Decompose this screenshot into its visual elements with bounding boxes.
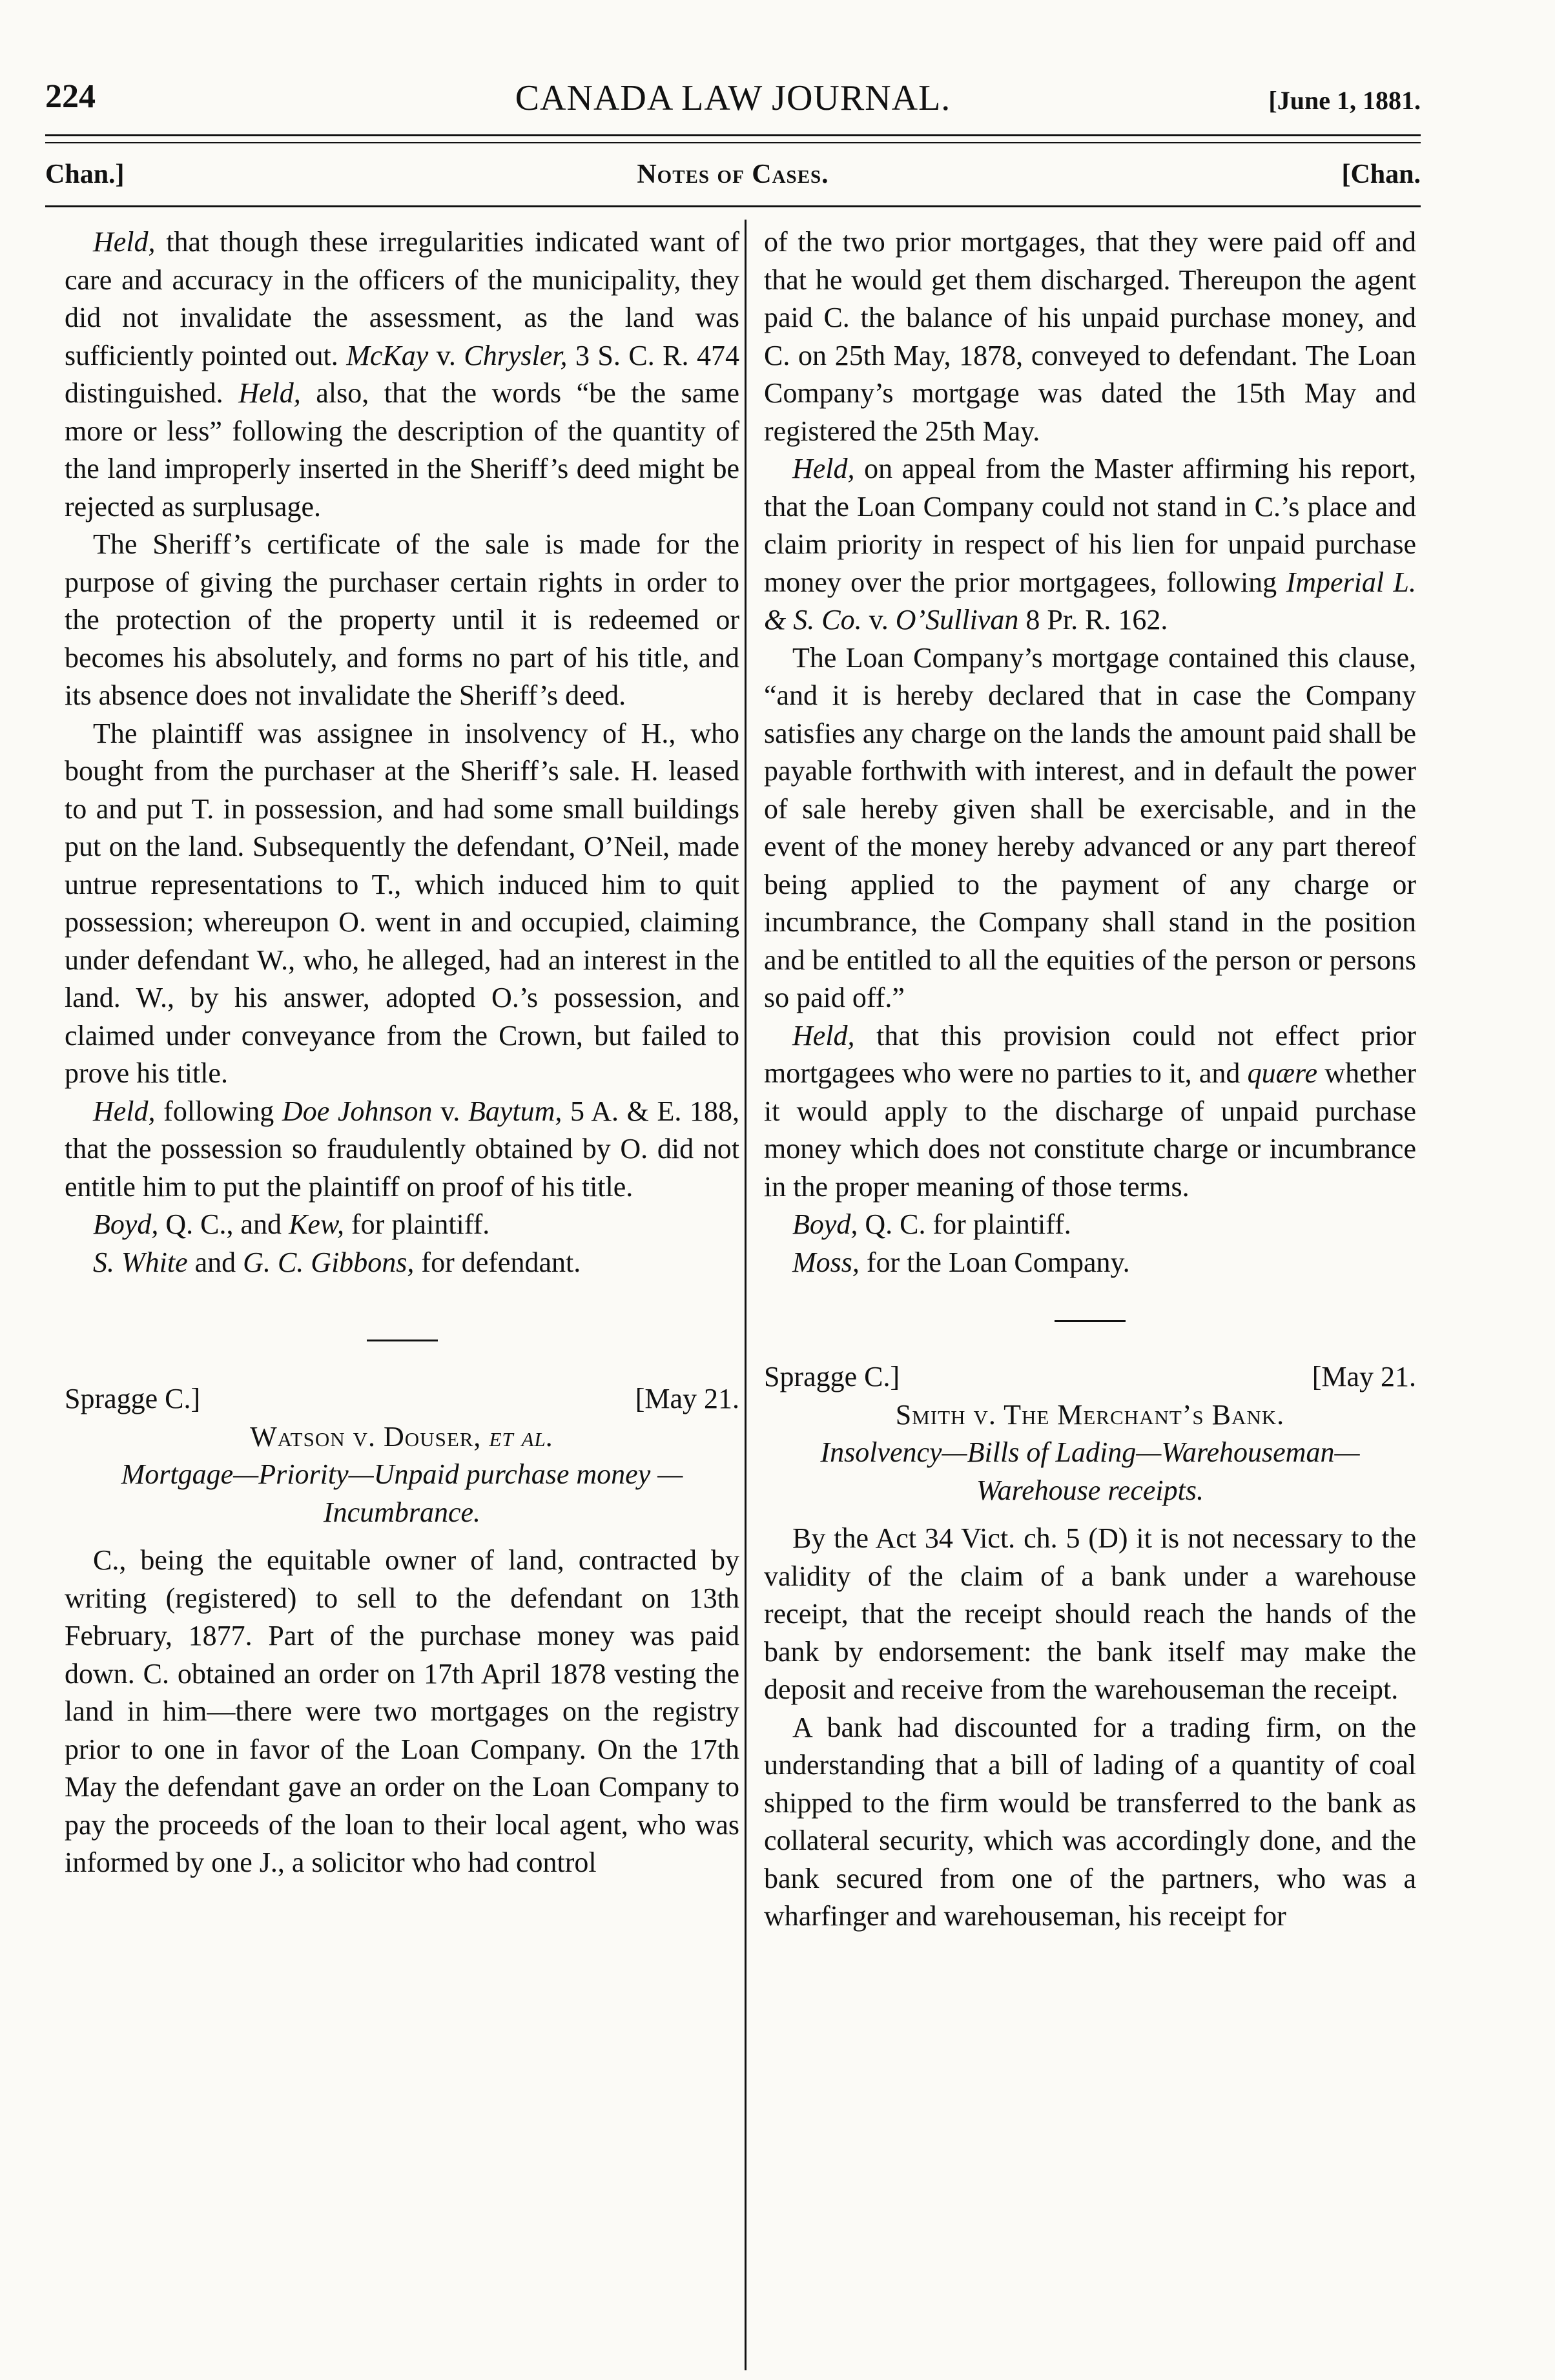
running-header xyxy=(45,78,1421,123)
counsel-line: Boyd, Q. C., and Kew, for plaintiff. xyxy=(93,1208,490,1240)
section-header xyxy=(45,159,1421,198)
judge: Spragge C.] xyxy=(65,1383,201,1414)
held-paragraph: Held, following Doe Johnson v. Baytum, 5 A. & E. 188, that the possession so fraudulently obtained by O. did not entitle him to put the plaintiff on proof of his title. xyxy=(65,1095,739,1203)
counsel-line: Moss, for the Loan Company. xyxy=(792,1246,1130,1278)
case-body: A bank had discounted for a trading firm, on the understanding that a bill of lading of a quantity of coal shipped to the firm would be transferred to the bank as collateral security, which was accordingly done, and the bank secured from one of the partners, who was a wharfinger and warehouseman, his receipt for xyxy=(764,1711,1416,1932)
case-judge-line xyxy=(65,1380,739,1418)
continued-paragraph: of the two prior mortgages, that they were paid off and that he would get them discharged. Thereupon the agent paid C. the balance of his unpaid purchase money, and C. on 25th May, 1878, conveyed to defendant. The Loan Company’s mortgage was dated the 15th May and registered the 25th May. xyxy=(764,226,1416,447)
section-rule xyxy=(45,205,1421,207)
issue-date: [June 1, 1881. xyxy=(1268,86,1421,115)
held-paragraph: Held, that this provision could not effect prior mortgagees who were no parties to it, and quære whether it would apply to the discharge of unpaid purchase money which does not constitute charge or incumbrance in the proper meaning of those terms. xyxy=(764,1019,1417,1203)
facts-paragraph: The plaintiff was assignee in insolvency of H., who bought from the purchaser at the Sheriff’s sale. H. leased to and put T. in possession, and had some small buildings put on the land. Subsequently the defendant, O’Neil, made untrue representations to T., which induced him to quit possession; whereupon O. went in and occupied, claiming under defendant W., who, he alleged, had an interest in the land. W., by his answer, adopted O.’s possession, and claimed under conveyance from the Crown, but failed to prove his title. xyxy=(65,717,739,1089)
case-date: [May 21. xyxy=(635,1383,739,1414)
case-date: [May 21. xyxy=(1312,1361,1416,1392)
left-column xyxy=(65,223,739,1882)
case-judge-line xyxy=(764,1358,1416,1396)
section-court-left: Chan.] xyxy=(45,160,125,189)
case-body: C., being the equitable owner of land, contracted by writing (registered) to sell to the defendant on 13th February, 1877. Part of the purchase money was paid down. C. obtained an order on 17th April 1878 vesting the land in him—there were two mortgages on the registry prior to one in favor of the Loan Company. On the 17th May the defendant gave an order on the Loan Company to pay the proceeds of the loan to their local agent, who was informed by one J., a solicitor who had control xyxy=(65,1544,739,1878)
counsel-line: Boyd, Q. C. for plaintiff. xyxy=(792,1208,1071,1240)
column-divider xyxy=(745,220,747,2370)
judge: Spragge C.] xyxy=(764,1361,900,1392)
held-paragraph: Held, on appeal from the Master affirming his report, that the Loan Company could not stand in C.’s place and claim priority in respect of his lien for unpaid purchase money over the prior mortgagees, following Imperial L. & S. Co. v. O’Sullivan 8 Pr. R. 162. xyxy=(764,453,1417,636)
right-column xyxy=(764,223,1416,1936)
certificate-paragraph: The Sheriff’s certificate of the sale is made for the purpose of giving the purchaser certain rights in order to the protection of the property until it is redeemed or becomes his absolutely, and forms no part of his title, and its absence does not invalidate the Sheriff’s deed. xyxy=(65,528,739,711)
case-body: By the Act 34 Vict. ch. 5 (D) it is not necessary to the validity of the claim of a bank under a warehouse receipt, that the receipt should reach the hands of the bank by endorsement: the bank itself may make the deposit and receive from the warehouseman the receipt. xyxy=(764,1522,1416,1705)
journal-title: CANADA LAW JOURNAL. xyxy=(515,78,951,118)
section-title: Notes of Cases. xyxy=(637,160,829,189)
case-title: Smith v. The Merchant’s Bank. xyxy=(895,1398,1285,1431)
case-headnote: Mortgage—Priority—Unpaid purchase money —Incumbrance. xyxy=(121,1458,683,1528)
section-court-right: [Chan. xyxy=(1341,160,1421,189)
held-paragraph: Held, that though these irregularities indicated want of care and accuracy in the officers of the municipality, they did not invalidate the assessment, as the land was sufficiently pointed out. McKay v. Chrysler, 3 S. C. R. 474 distinguished. Held, also, that the words “be the same more or less” following the description of the quantity of the land improperly inserted in the Sheriff’s deed might be rejected as surplusage. xyxy=(65,226,739,523)
header-double-rule xyxy=(45,134,1421,143)
page-number: 224 xyxy=(45,78,96,115)
case-headnote: Insolvency—Bills of Lading—Warehouseman— Warehouse receipts. xyxy=(820,1436,1360,1506)
counsel-line: S. White and G. C. Gibbons, for defendant. xyxy=(93,1246,581,1278)
case-title: Watson v. Douser, et al. xyxy=(250,1420,554,1453)
clause-paragraph: The Loan Company’s mortgage contained this clause, “and it is hereby declared that in case the Company satisfies any charge on the lands the amount paid shall be payable forthwith with interest, and in default the power of sale hereby given shall be exercisable, and in the event of the money hereby advanced or any part thereof being applied to the payment of any charge or incumbrance, the Company shall stand in the position and be entitled to all the equities of the person or persons so paid off.” xyxy=(764,641,1416,1013)
